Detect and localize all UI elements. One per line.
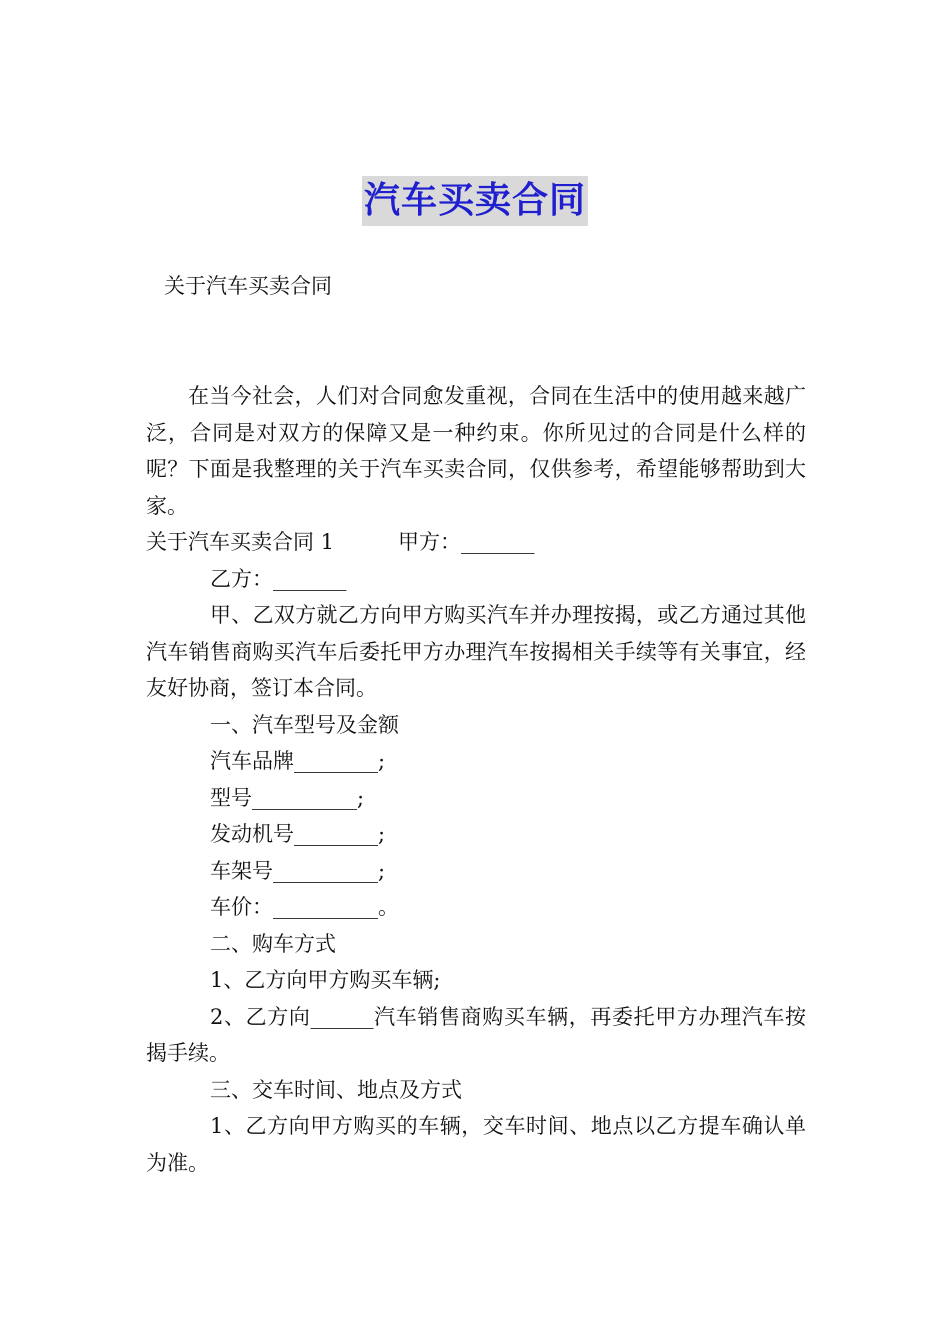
document-body [146,378,806,1181]
field-price: 车价：__________。 [210,895,399,919]
item-3-1: 1、乙方向甲方购买的车辆，交车时间、地点以乙方提车确认单为准。 [146,1114,806,1175]
section-1-heading: 一、汽车型号及金额 [210,712,399,737]
party-a: 甲方：_______ [398,530,535,554]
section-3-heading: 三、交车时间、地点及方式 [210,1077,462,1102]
contract-heading-line [146,524,806,561]
document-title: 汽车买卖合同 [362,176,588,226]
party-b: 乙方：_______ [210,566,347,591]
field-frame: 车架号__________; [210,858,386,883]
field-model: 型号__________; [210,785,365,810]
item-2-2: 2、乙方向______汽车销售商购买车辆，再委托甲方办理汽车按揭手续。 [146,1004,806,1065]
document-subtitle: 关于汽车买卖合同 [164,274,332,298]
title-container [0,176,950,226]
field-brand: 汽车品牌________; [210,749,386,773]
preamble-paragraph: 甲、乙双方就乙方向甲方购买汽车并办理按揭，或乙方通过其他汽车销售商购买汽车后委托甲方办理汽车按揭相关手续等有关事宜，经友好协商，签订本合同。 [146,603,806,700]
section-2-heading: 二、购车方式 [210,931,336,956]
contract-heading: 关于汽车买卖合同 1 [146,530,335,554]
intro-paragraph: 在当今社会，人们对合同愈发重视，合同在生活中的使用越来越广泛，合同是对双方的保障又是一种约束。你所见过的合同是什么样的呢？下面是我整理的关于汽车买卖合同，仅供参考，希望能够帮助到大家。 [146,384,806,518]
field-engine: 发动机号________; [210,822,386,846]
item-2-1: 1、乙方向甲方购买车辆; [210,968,441,992]
